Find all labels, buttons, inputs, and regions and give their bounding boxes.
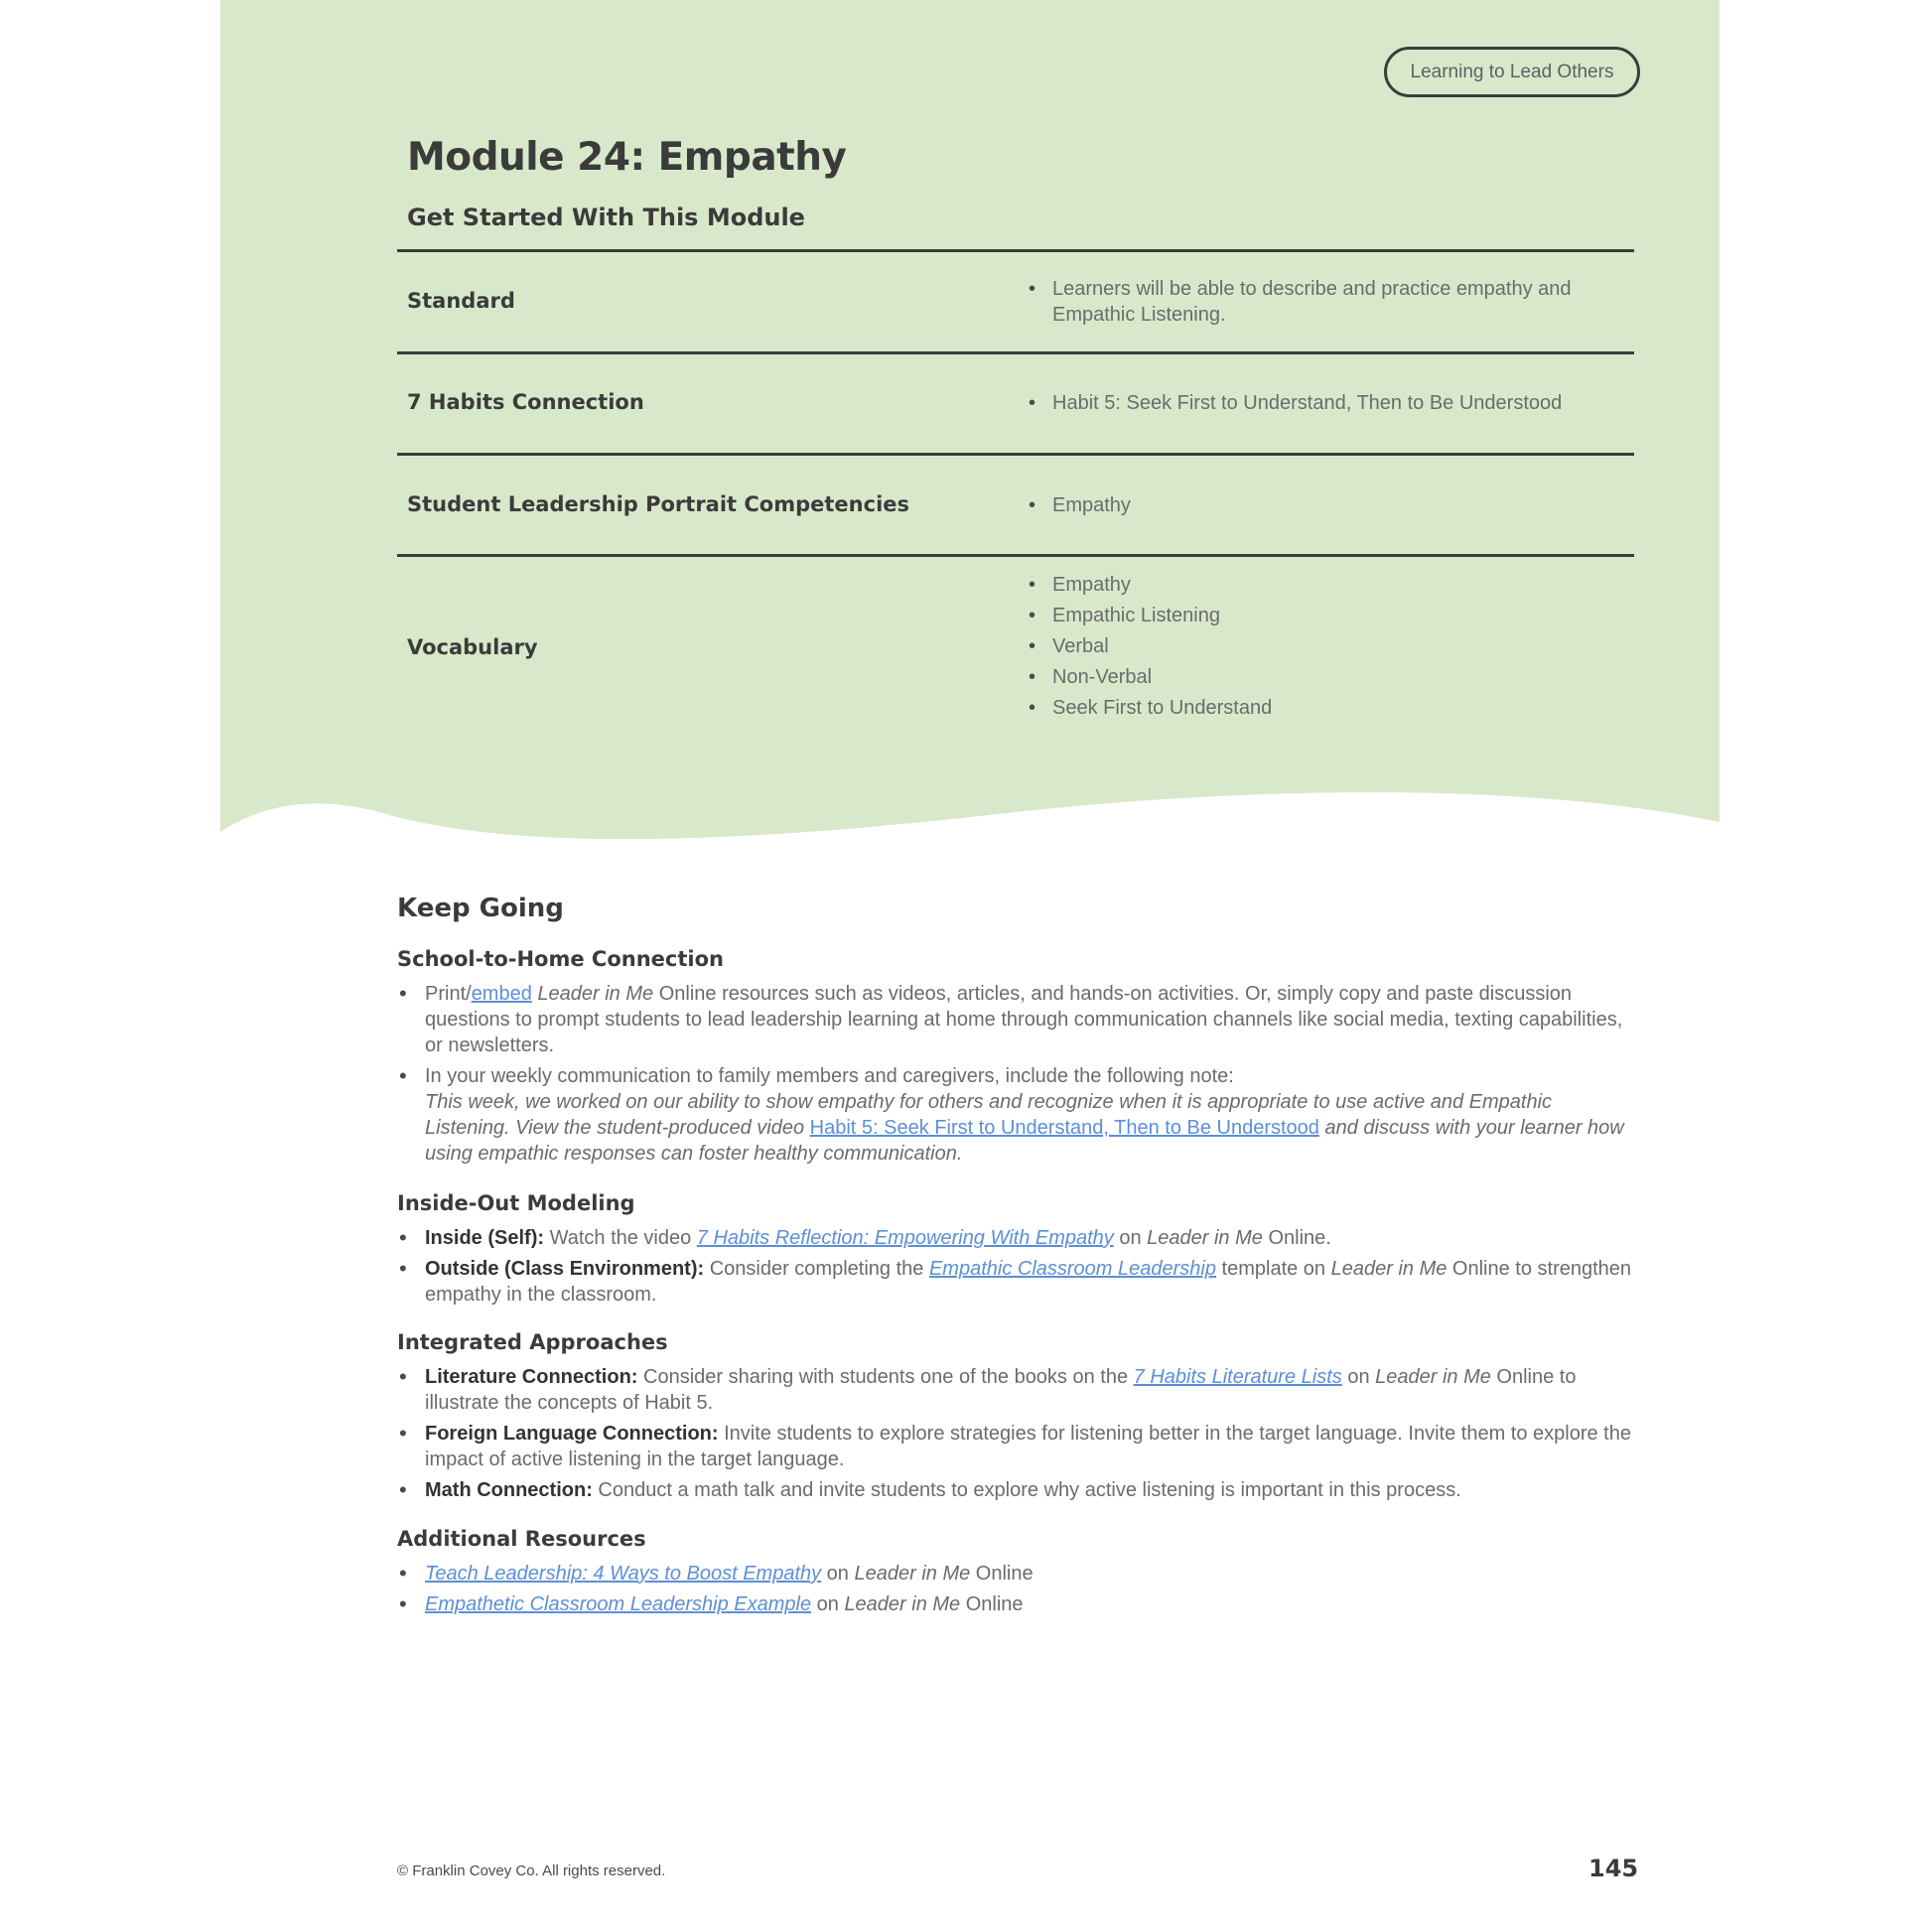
page-number: 145 — [1588, 1855, 1639, 1882]
list-item: • In your weekly communication to family members and caregivers, include the following note: This week, we worked on our ability to show empathy for others and recognize when it is appropriate to use active and Empathic Listening. View the student-produced video Habit 5: Seek First to Understand, Then to Be Understood and discuss with your learner how using empathic responses can foster healthy communication. — [397, 1063, 1638, 1167]
list-item: • Literature Connection: Consider sharing with students one of the books on the 7 Habits Literature Lists on Leader in Me Online to illustrate the concepts of Habit 5. — [397, 1364, 1638, 1416]
habits-label: 7 Habits Connection — [407, 390, 644, 414]
standard-list — [1029, 276, 1624, 328]
list-item: • Verbal — [1029, 633, 1624, 659]
green-header-panel — [220, 0, 1720, 854]
habit5-video-link[interactable]: Habit 5: Seek First to Understand, Then to Be Understood — [809, 1117, 1319, 1139]
vocabulary-list — [1029, 572, 1624, 726]
list-item: • Empathy — [1029, 492, 1624, 518]
list-item: • Print/embed Leader in Me Online resources such as videos, articles, and hands-on activities. Or, simply copy and paste discussion questions to prompt students to lead leadership learning at home through communication channels like social media, texting capabilities, or newsletters. — [397, 981, 1638, 1058]
reflection-video-link[interactable]: 7 Habits Reflection: Empowering With Empathy — [696, 1227, 1114, 1249]
list-item: • Outside (Class Environment): Consider completing the Empathic Classroom Leadership template on Leader in Me Online to strengthen empathy in the classroom. — [397, 1256, 1638, 1308]
list-item: • Foreign Language Connection: Invite students to explore strategies for listening better in the target language. Invite them to explore the impact of active listening in the target language. — [397, 1421, 1638, 1472]
boost-empathy-link[interactable]: Teach Leadership: 4 Ways to Boost Empathy — [425, 1563, 822, 1585]
embed-link[interactable]: embed — [471, 983, 532, 1005]
table-divider — [397, 554, 1634, 557]
competencies-label: Student Leadership Portrait Competencies — [407, 492, 910, 516]
section-badge: Learning to Lead Others — [1384, 47, 1640, 97]
list-item: • Non-Verbal — [1029, 664, 1624, 690]
standard-label: Standard — [407, 289, 515, 313]
habits-list — [1029, 390, 1624, 416]
classroom-example-link[interactable]: Empathetic Classroom Leadership Example — [425, 1593, 812, 1615]
list-item: • Empathic Listening — [1029, 603, 1624, 628]
integrated-list — [397, 1364, 1638, 1508]
list-item: • Seek First to Understand — [1029, 695, 1624, 721]
resources-list — [397, 1561, 1638, 1622]
list-item: • Habit 5: Seek First to Understand, Then to Be Understood — [1029, 390, 1624, 416]
list-item: • Teach Leadership: 4 Ways to Boost Empathy on Leader in Me Online — [397, 1561, 1638, 1587]
school-home-list — [397, 981, 1638, 1172]
list-item: • Math Connection: Conduct a math talk and invite students to explore why active listening is important in this process. — [397, 1477, 1638, 1503]
table-divider — [397, 453, 1634, 456]
list-item: • Empathy — [1029, 572, 1624, 598]
keep-going-heading: Keep Going — [397, 894, 564, 923]
list-item: • Empathetic Classroom Leadership Example on Leader in Me Online — [397, 1591, 1638, 1617]
page-subtitle: Get Started With This Module — [407, 204, 805, 231]
vocabulary-label: Vocabulary — [407, 635, 538, 659]
inside-out-list — [397, 1225, 1638, 1312]
list-item: • Inside (Self): Watch the video 7 Habits Reflection: Empowering With Empathy on Leader in Me Online. — [397, 1225, 1638, 1251]
literature-lists-link[interactable]: 7 Habits Literature Lists — [1133, 1366, 1342, 1388]
table-divider — [397, 249, 1634, 252]
copyright: © Franklin Covey Co. All rights reserved. — [397, 1863, 666, 1879]
integrated-heading: Integrated Approaches — [397, 1330, 668, 1354]
competencies-list — [1029, 492, 1624, 518]
page-title: Module 24: Empathy — [407, 135, 847, 180]
list-item: • Learners will be able to describe and practice empathy and Empathic Listening. — [1029, 276, 1624, 328]
inside-out-heading: Inside-Out Modeling — [397, 1191, 635, 1215]
resources-heading: Additional Resources — [397, 1527, 646, 1551]
school-home-heading: School-to-Home Connection — [397, 947, 724, 971]
table-divider — [397, 351, 1634, 354]
classroom-leadership-link[interactable]: Empathic Classroom Leadership — [928, 1258, 1216, 1280]
